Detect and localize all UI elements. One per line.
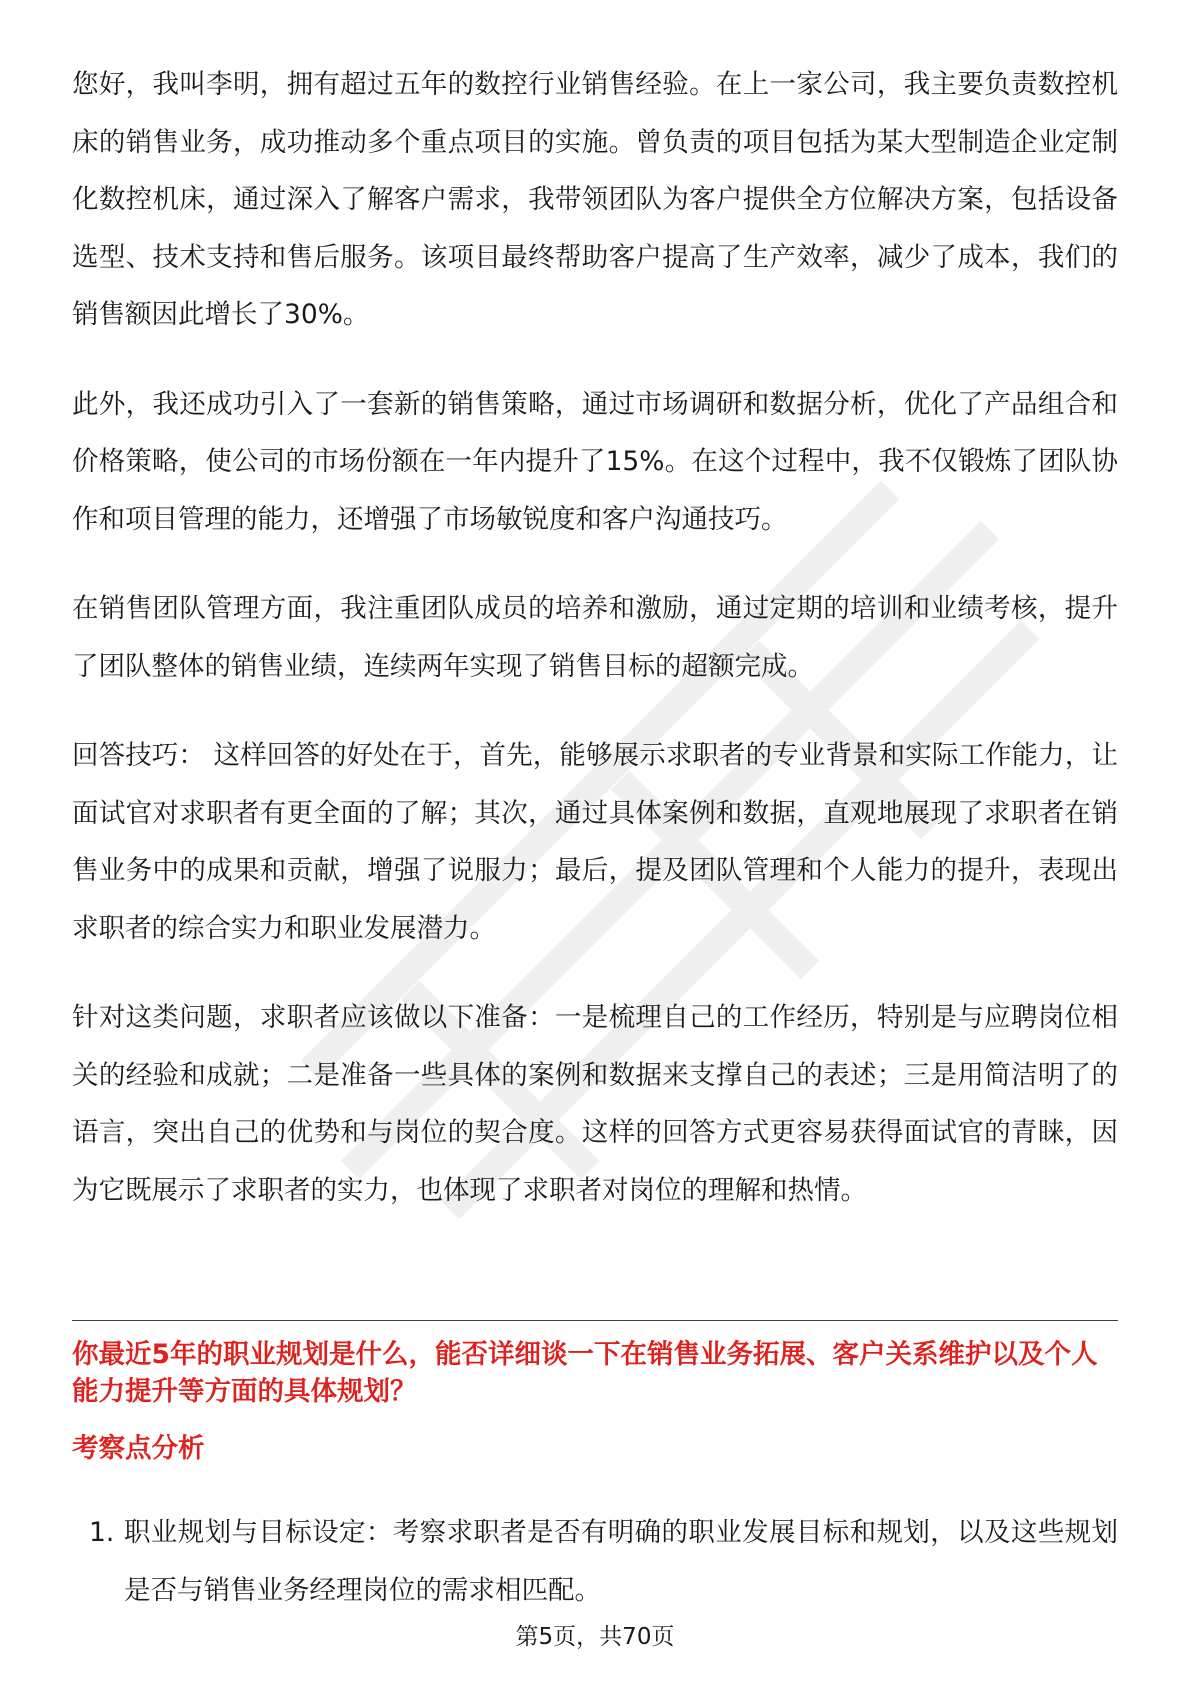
paragraph-answer-tips: 回答技巧： 这样回答的好处在于，首先，能够展示求职者的专业背景和实际工作能力，让面试官对求职者有更全面的了解；其次，通过具体案例和数据，直观地展现了求职者在销售业务中的成果和贡献，增强了说服力；最后，提及团队管理和个人能力的提升，表现出求职者的综合实力和职业发展潜力。	[72, 740, 1118, 944]
paragraph-strategy: 此外，我还成功引入了一套新的销售策略，通过市场调研和数据分析，优化了产品组合和价格策略，使公司的市场份额在一年内提升了15%。在这个过程中，我不仅锻炼了团队协作和项目管理的能力，还增强了市场敏锐度和客户沟通技巧。	[72, 388, 1118, 535]
interview-question: 你最近5年的职业规划是什么，能否详细谈一下在销售业务拓展、客户关系维护以及个人能力提升等方面的具体规划？	[72, 1339, 1098, 1407]
page-number-footer: 第5页，共70页	[515, 1624, 675, 1650]
document-body	[72, 56, 1118, 1251]
analysis-heading: 考察点分析	[72, 1433, 205, 1464]
analysis-list	[72, 1504, 1118, 1619]
paragraph-intro: 您好，我叫李明，拥有超过五年的数控行业销售经验。在上一家公司，我主要负责数控机床的销售业务，成功推动多个重点项目的实施。曾负责的项目包括为某大型制造企业定制化数控机床，通过深入了解客户需求，我带领团队为客户提供全方位解决方案，包括设备选型、技术支持和售后服务。该项目最终帮助客户提高了生产效率，减少了成本，我们的销售额因此增长了30%。	[72, 69, 1118, 330]
paragraph-team-management: 在销售团队管理方面，我注重团队成员的培养和激励，通过定期的培训和业绩考核，提升了团队整体的销售业绩，连续两年实现了销售目标的超额完成。	[72, 593, 1118, 682]
list-item-number: 1.	[89, 1517, 115, 1548]
list-item	[72, 1504, 1118, 1619]
paragraph-preparation: 针对这类问题，求职者应该做以下准备：一是梳理自己的工作经历，特别是与应聘岗位相关的经验和成就；二是准备一些具体的案例和数据来支撑自己的表述；三是用简洁明了的语言，突出自己的优势和与岗位的契合度。这样的回答方式更容易获得面试官的青睐，因为它既展示了求职者的实力，也体现了求职者对岗位的理解和热情。	[72, 1002, 1118, 1206]
list-item-text: 职业规划与目标设定：考察求职者是否有明确的职业发展目标和规划，以及这些规划是否与销售业务经理岗位的需求相匹配。	[124, 1517, 1118, 1606]
section-divider	[72, 1320, 1118, 1321]
